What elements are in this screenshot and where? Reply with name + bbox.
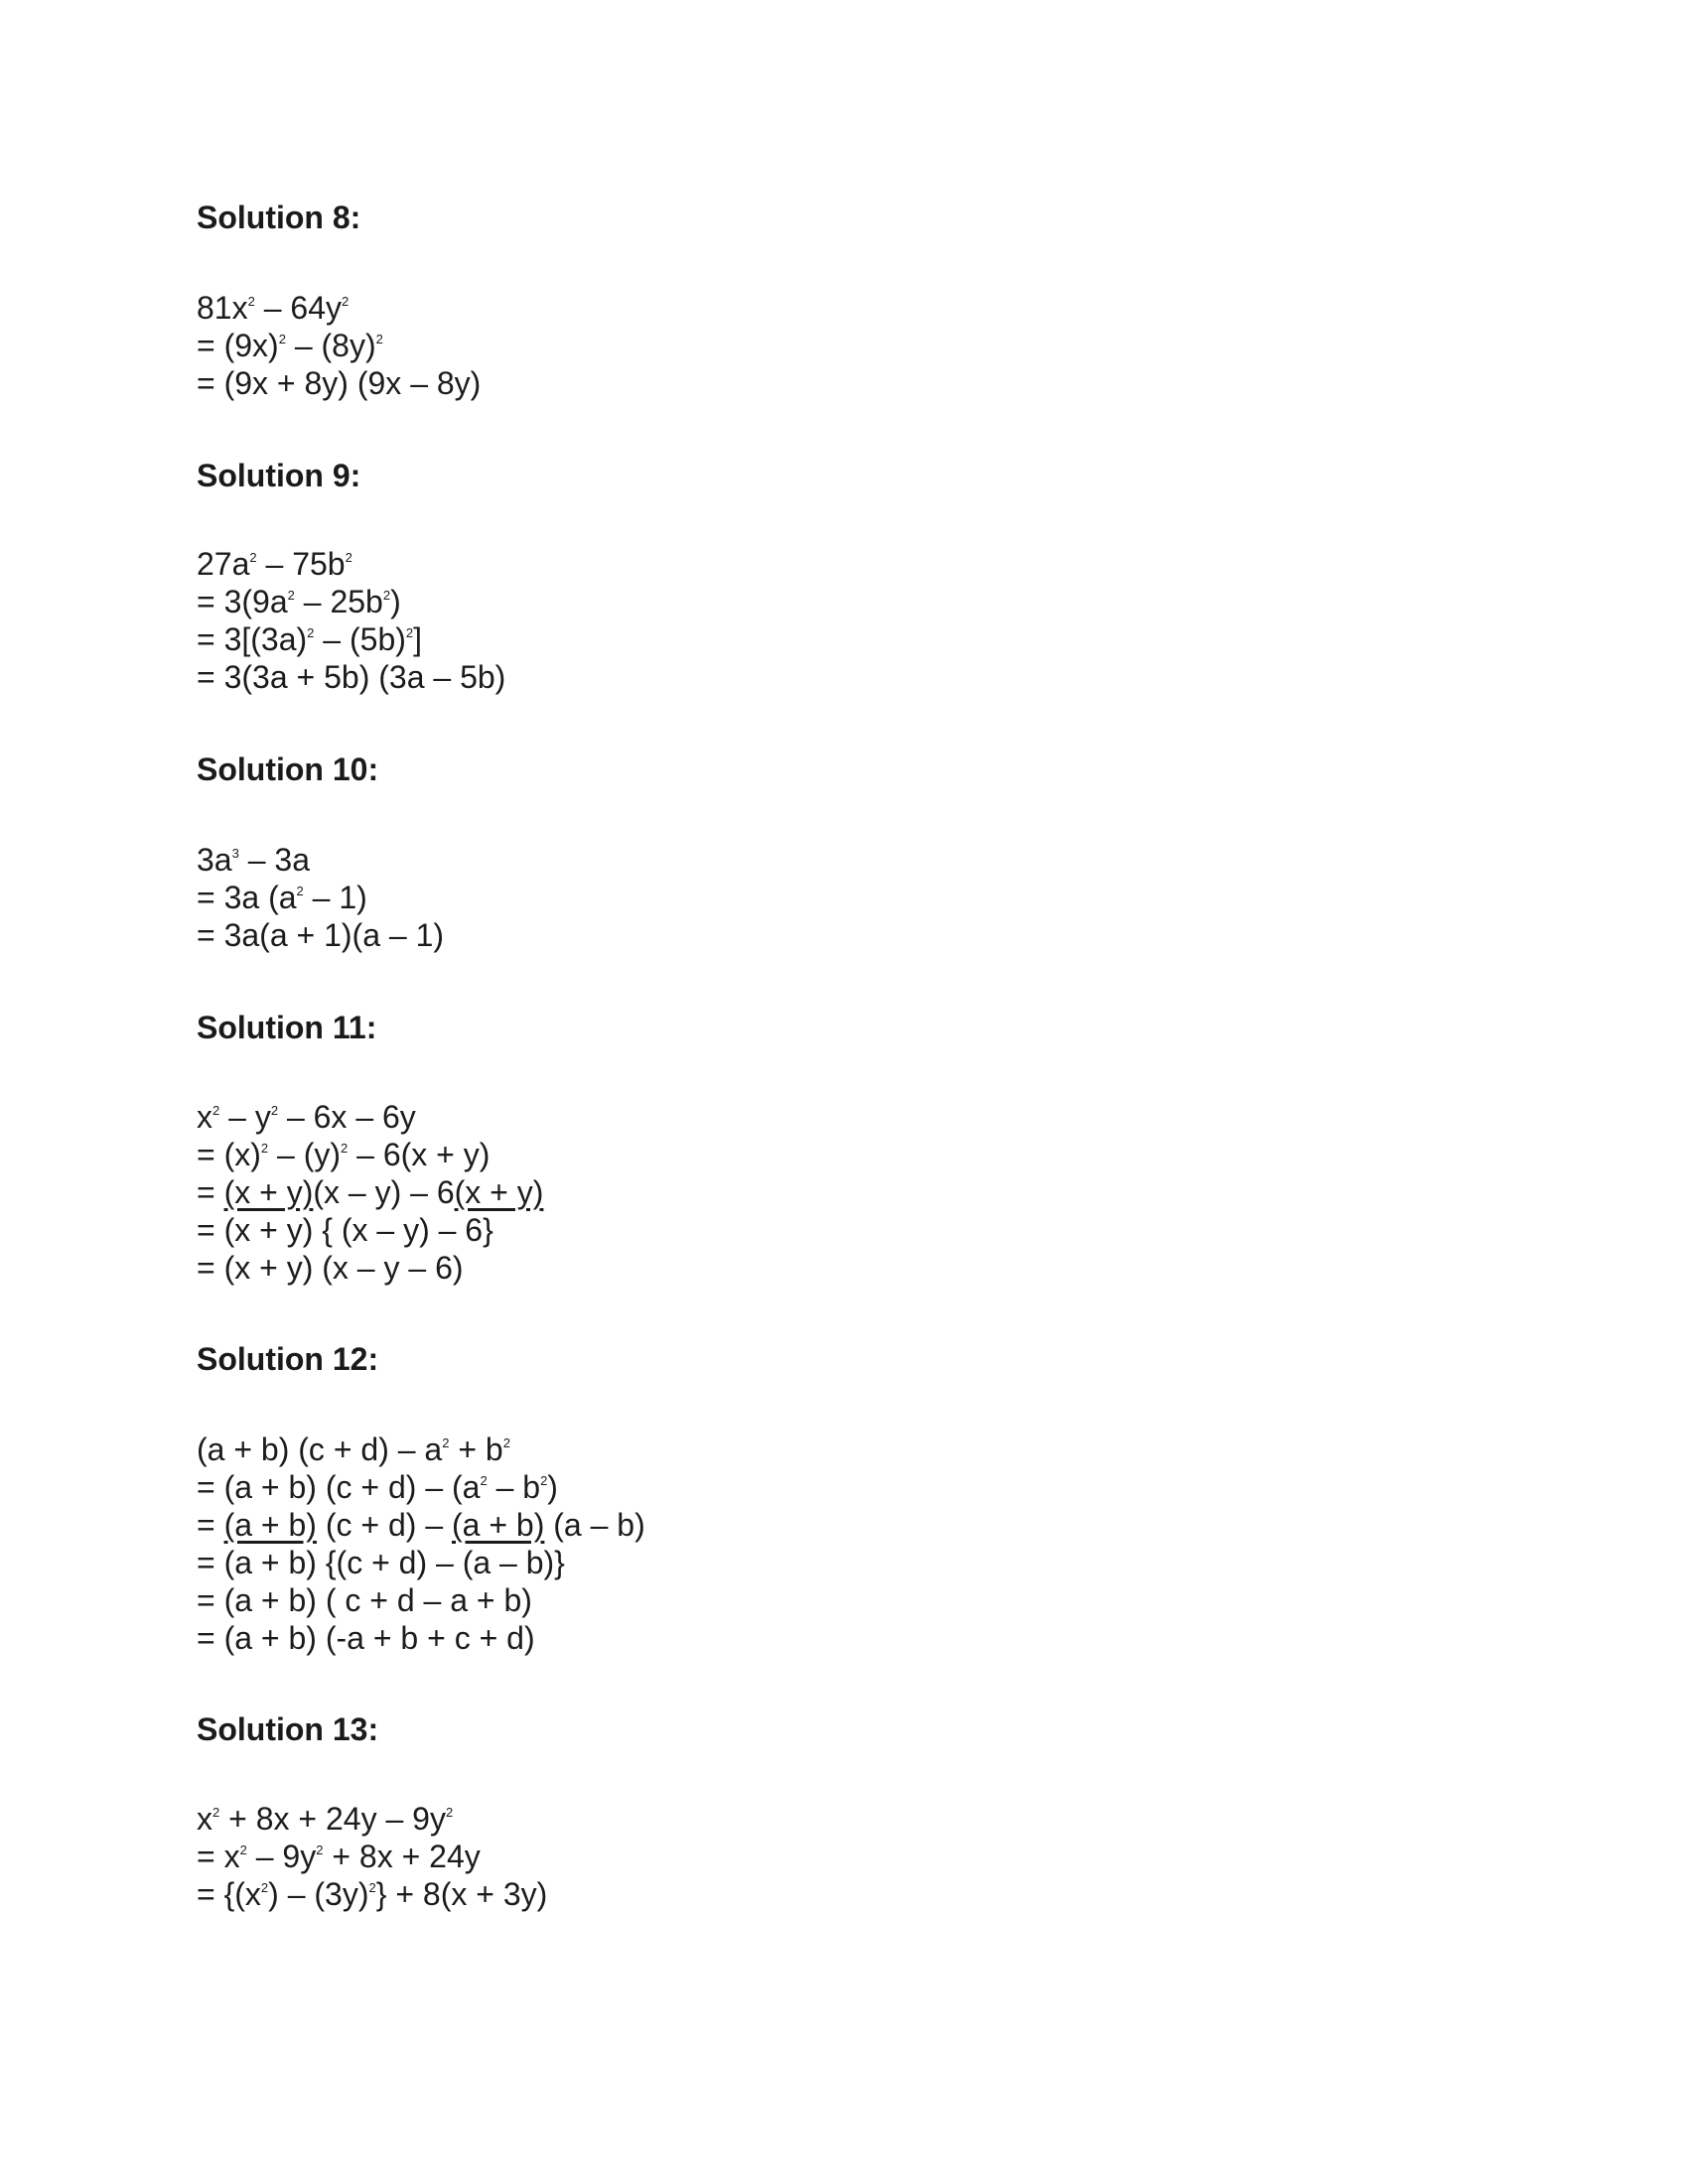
math-step [197,1875,547,1913]
exponent: 2 [341,1141,349,1156]
expression-text: (x – y) – 6 [313,1174,455,1210]
math-step [197,916,444,954]
math-step [197,1431,645,1468]
solution-heading: Solution 8: [197,200,361,235]
solution-steps [197,841,444,954]
expression-text: = (x + y) { (x – y) – 6} [197,1212,493,1248]
exponent: 2 [368,1880,376,1895]
expression-text: ) [547,1469,558,1505]
expression-text: – y [219,1099,271,1135]
expression-text: = (a + b) (c + d) – (a [197,1469,481,1505]
math-step [197,545,505,583]
common-factor-underlined: (x + y) [223,1174,314,1210]
solution-12 [197,1339,645,1656]
exponent: 2 [247,294,255,309]
exponent: 2 [480,1473,488,1488]
exponent: 2 [345,550,352,565]
expression-text: – 9y [246,1839,317,1874]
solution-steps [197,1800,547,1913]
exponent: 2 [502,1435,510,1450]
expression-text: x [197,1099,212,1135]
math-step [197,1468,645,1506]
expression-text: = 3a (a [197,880,297,915]
expression-text: – (8y) [285,328,376,363]
math-step [197,1249,543,1287]
exponent: 2 [442,1435,450,1450]
expression-text: = (9x) [197,328,279,363]
solution-heading: Solution 9: [197,458,361,493]
solution-13 [197,1709,548,1912]
math-step [197,1581,645,1619]
math-step [197,1619,645,1657]
math-step [197,658,505,696]
solution-10 [197,750,445,953]
common-factor-underlined: (a + b) [223,1507,317,1543]
exponent: 2 [287,588,295,603]
exponent: 2 [260,1880,269,1895]
expression-text: = (x) [197,1137,261,1172]
exponent: 2 [375,332,383,346]
exponent: 2 [212,1805,220,1820]
solution-heading: Solution 11: [197,1010,377,1045]
expression-text: = (9x + 8y) (9x – 8y) [197,365,482,401]
math-step [197,1800,547,1838]
solution-steps [197,1431,645,1657]
math-step [197,1838,547,1875]
math-step [197,583,505,620]
expression-text: = (x + y) (x – y – 6) [197,1250,464,1286]
expression-text: (c + d) – [316,1507,452,1543]
expression-text: = {(x [197,1876,261,1912]
expression-text: ] [413,621,423,657]
expression-text: – (5b) [314,621,406,657]
exponent: 2 [296,884,304,898]
expression-text: + 8x + 24y [323,1839,481,1874]
math-step [197,1211,543,1249]
expression-text: – b [487,1469,541,1505]
expression-text: (a + b) (c + d) – a [197,1432,443,1467]
exponent: 2 [270,1103,279,1118]
expression-text: = 3(3a + 5b) (3a – 5b) [197,659,506,695]
exponent: 2 [316,1843,324,1857]
math-step [197,620,505,658]
solution-steps [197,289,481,402]
exponent: 2 [260,1141,269,1156]
expression-text: – 6(x + y) [348,1137,491,1172]
expression-text: = 3a(a + 1)(a – 1) [197,917,445,953]
exponent: 2 [382,588,391,603]
expression-text: – 25b [294,584,383,619]
expression-text: = [197,1507,224,1543]
expression-text: x [197,1801,212,1837]
expression-text: + b [449,1432,503,1467]
expression-text: = 3(9a [197,584,288,619]
expression-text: 3a [197,842,232,878]
solution-8 [197,198,482,401]
math-step [197,879,444,916]
solution-heading: Solution 10: [197,751,379,787]
math-step [197,841,444,879]
expression-text: ) – (3y) [268,1876,369,1912]
expression-text: – 3a [238,842,310,878]
exponent: 2 [239,1843,247,1857]
expression-text: – 6x – 6y [278,1099,416,1135]
solution-11 [197,1008,544,1286]
math-step [197,1098,543,1136]
expression-text: = [197,1174,224,1210]
exponent: 2 [445,1805,454,1820]
exponent: 3 [231,846,239,861]
solution-heading: Solution 12: [197,1341,379,1377]
common-factor-underlined: (a + b) [452,1507,545,1543]
expression-text: ) [390,584,401,619]
math-step [197,1544,645,1581]
exponent: 2 [540,1473,548,1488]
exponent: 2 [278,332,286,346]
expression-text: – 64y [254,290,342,326]
math-step [197,1506,645,1544]
math-step [197,364,481,402]
exponent: 2 [212,1103,220,1118]
solution-steps [197,1098,543,1287]
expression-text: (a – b) [544,1507,645,1543]
expression-text: = 3[(3a) [197,621,308,657]
exponent: 2 [405,625,414,640]
exponent: 2 [342,294,350,309]
solution-9 [197,456,506,695]
expression-text: } + 8(x + 3y) [375,1876,548,1912]
solution-steps [197,545,505,696]
expression-text: + 8x + 24y – 9y [219,1801,446,1837]
expression-text: = (a + b) {(c + d) – (a – b)} [197,1545,565,1580]
common-factor-underlined: (x + y) [454,1174,544,1210]
expression-text: = (a + b) (-a + b + c + d) [197,1620,535,1656]
exponent: 2 [307,625,315,640]
math-step [197,1173,543,1211]
math-step [197,1136,543,1173]
expression-text: – 75b [256,546,346,582]
expression-text: = (a + b) ( c + d – a + b) [197,1582,532,1618]
expression-text: = x [197,1839,240,1874]
solution-heading: Solution 13: [197,1711,379,1747]
expression-text: 81x [197,290,248,326]
expression-text: 27a [197,546,250,582]
math-step [197,289,481,327]
expression-text: – (y) [268,1137,342,1172]
math-step [197,327,481,364]
expression-text: – 1) [303,880,367,915]
exponent: 2 [249,550,257,565]
